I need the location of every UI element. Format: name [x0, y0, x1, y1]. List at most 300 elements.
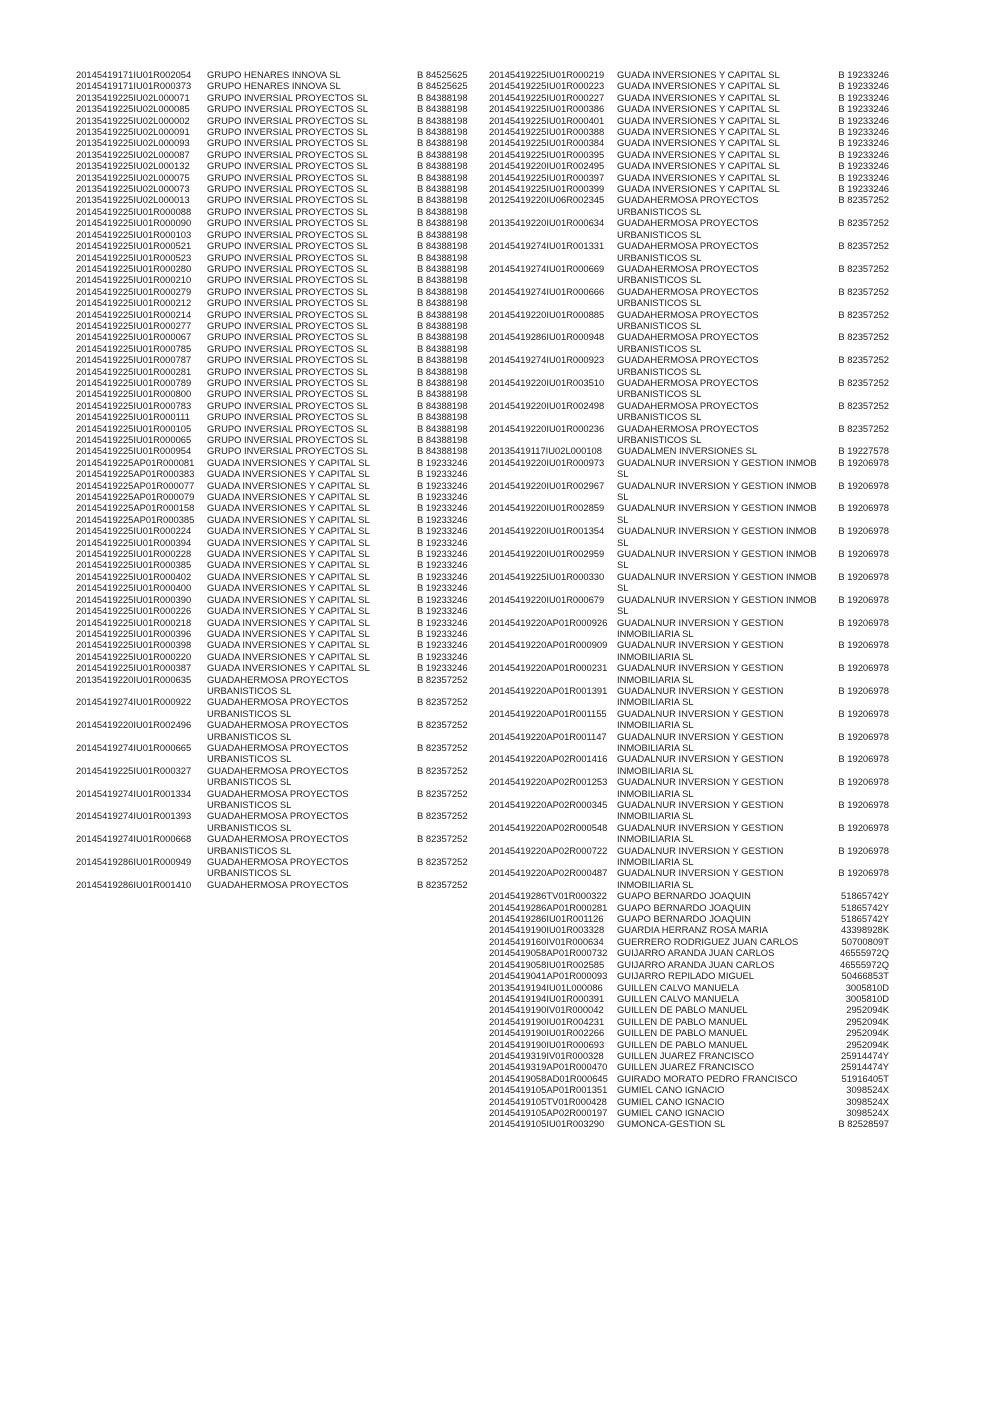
record-name: GUADAHERMOSA PROYECTOS URBANISTICOS SL — [617, 194, 759, 217]
record-reference: 20145419190IU01R004231 — [489, 1015, 605, 1027]
record-name: GUADALNUR INVERSION Y GESTION INMOB SL — [617, 456, 817, 480]
right-record-row — [489, 160, 889, 171]
record-reference: 20145419171IU01R000373 — [76, 80, 192, 92]
record-reference: 20145419220IU01R000679 — [489, 593, 605, 605]
left-record-row — [76, 525, 476, 536]
record-name: GUADA INVERSIONES Y CAPITAL SL — [207, 559, 370, 571]
left-record-row — [76, 309, 476, 320]
record-tax-id: B 84388198 — [417, 148, 468, 160]
record-reference: 20145419171IU01R002054 — [76, 69, 192, 80]
record-tax-id: B 82357252 — [838, 422, 889, 434]
right-record-row — [489, 217, 889, 240]
left-record-row — [76, 183, 476, 194]
record-reference: 20145419225AP01R000385 — [76, 513, 195, 525]
record-reference: 20145419220AP01R001147 — [489, 730, 607, 742]
record-reference: 20145419220AP02R000345 — [489, 799, 608, 810]
record-reference: 20145419225IU01R000800 — [76, 388, 192, 400]
record-tax-id: B 19233246 — [417, 593, 468, 605]
record-reference: 20145419274IU01R000665 — [76, 741, 192, 753]
record-name: GUIRADO MORATO PEDRO FRANCISCO — [617, 1072, 798, 1084]
record-tax-id: B 19233246 — [417, 456, 468, 468]
record-tax-id: B 82357252 — [417, 764, 468, 776]
left-record-row — [76, 411, 476, 422]
record-reference: 20145419220AP02R000722 — [489, 844, 608, 856]
left-record-row — [76, 194, 476, 205]
right-record-row — [489, 753, 889, 776]
record-reference: 20145419274IU01R000923 — [489, 354, 605, 366]
record-tax-id: B 84525625 — [417, 69, 468, 80]
record-reference: 20145419225IU01R000385 — [76, 559, 192, 571]
right-record-row — [489, 913, 889, 924]
left-record-row — [76, 559, 476, 570]
record-tax-id: B 84388198 — [417, 251, 468, 263]
record-name: GUILLEN CALVO MANUELA — [617, 992, 739, 1004]
record-reference: 20145419220AP01R000926 — [489, 616, 608, 628]
record-tax-id: 51865742Y — [841, 890, 889, 902]
right-record-row — [489, 480, 889, 503]
record-tax-id: 2952094K — [846, 1038, 889, 1050]
record-name: GUADALMEN INVERSIONES SL — [617, 445, 758, 457]
left-record-row — [76, 343, 476, 354]
record-tax-id: B 82357252 — [838, 308, 889, 320]
left-record-row — [76, 286, 476, 297]
record-name: GRUPO INVERSIAL PROYECTOS SL — [207, 194, 368, 206]
record-name: GRUPO INVERSIAL PROYECTOS SL — [207, 399, 368, 411]
record-reference: 20125419220IU06R002345 — [489, 194, 605, 206]
record-name: GRUPO INVERSIAL PROYECTOS SL — [207, 342, 368, 354]
right-record-row — [489, 594, 889, 617]
right-record-row — [489, 822, 889, 845]
record-tax-id: B 84388198 — [417, 194, 468, 206]
right-record-row — [489, 982, 889, 993]
record-name: GUAPO BERNARDO JOAQUIN — [617, 913, 751, 925]
record-tax-id: B 82357252 — [417, 741, 468, 753]
record-tax-id: B 84388198 — [417, 183, 468, 195]
record-name: GRUPO INVERSIAL PROYECTOS SL — [207, 297, 368, 309]
record-tax-id: B 19206978 — [838, 776, 889, 788]
record-tax-id: B 84388198 — [417, 228, 468, 240]
record-tax-id: B 82357252 — [417, 696, 468, 708]
right-record-row — [489, 1084, 889, 1095]
record-name: GUADA INVERSIONES Y CAPITAL SL — [617, 137, 780, 149]
record-reference: 20135419225IU02L000085 — [76, 103, 190, 115]
record-tax-id: B 82357252 — [417, 856, 468, 868]
record-tax-id: 25914474Y — [841, 1049, 889, 1061]
record-reference: 20145419225IU01R000228 — [76, 548, 192, 560]
record-name: GUADAHERMOSA PROYECTOS URBANISTICOS SL — [207, 787, 349, 810]
left-record-row — [76, 537, 476, 548]
record-name: GUADALNUR INVERSION Y GESTION INMOBILIARIA SL — [617, 616, 784, 639]
record-reference: 20145419225IU01R000396 — [76, 627, 192, 639]
record-name: GUADA INVERSIONES Y CAPITAL SL — [617, 69, 780, 80]
record-name: GRUPO INVERSIAL PROYECTOS SL — [207, 171, 368, 183]
left-record-row — [76, 252, 476, 263]
record-name: GUMIEL CANO IGNACIO — [617, 1095, 725, 1107]
record-reference: 20135419225IU02L000073 — [76, 183, 190, 195]
record-name: GUADA INVERSIONES Y CAPITAL SL — [617, 148, 780, 160]
record-reference: 20145419225IU01R000105 — [76, 422, 192, 434]
record-name: GRUPO INVERSIAL PROYECTOS SL — [207, 240, 368, 252]
right-record-row — [489, 662, 889, 685]
record-name: GUADA INVERSIONES Y CAPITAL SL — [207, 548, 370, 560]
record-name: GUADA INVERSIONES Y CAPITAL SL — [207, 650, 370, 662]
record-name: GRUPO INVERSIAL PROYECTOS SL — [207, 411, 368, 423]
record-tax-id: 3005810D — [845, 981, 889, 993]
record-tax-id: B 19227578 — [838, 445, 889, 457]
right-record-row — [489, 331, 889, 354]
record-tax-id: B 84388198 — [417, 217, 468, 229]
left-record-row — [76, 366, 476, 377]
right-record-row — [489, 172, 889, 183]
record-reference: 20145419058IU01R002585 — [489, 958, 605, 970]
record-reference: 20145419220IU01R002498 — [489, 399, 605, 411]
right-record-row — [489, 149, 889, 160]
right-record-row — [489, 502, 889, 525]
left-record-row — [76, 605, 476, 616]
record-name: GRUPO INVERSIAL PROYECTOS SL — [207, 205, 368, 217]
record-tax-id: B 19233246 — [838, 80, 889, 92]
record-tax-id: B 82528597 — [838, 1118, 889, 1130]
record-name: GUADALNUR INVERSION Y GESTION INMOBILIARIA SL — [617, 776, 784, 799]
record-tax-id: B 19233246 — [838, 137, 889, 149]
record-tax-id: B 19233246 — [417, 559, 468, 571]
record-reference: 20145419225IU01R000397 — [489, 171, 605, 183]
left-column — [76, 69, 476, 890]
record-tax-id: B 19206978 — [838, 799, 889, 810]
record-reference: 20145419225IU01R000065 — [76, 434, 192, 445]
right-record-row — [489, 902, 889, 913]
record-name: GUADALNUR INVERSION Y GESTION INMOBILIARIA SL — [617, 844, 784, 868]
left-record-row — [76, 651, 476, 662]
record-tax-id: B 84388198 — [417, 422, 468, 434]
left-record-row — [76, 468, 476, 479]
record-tax-id: B 84388198 — [417, 103, 468, 115]
right-record-row — [489, 685, 889, 708]
record-tax-id: B 84388198 — [417, 308, 468, 320]
record-reference: 20145419225IU01R000330 — [489, 570, 605, 582]
record-name: GUMONCA-GESTION SL — [617, 1118, 726, 1130]
record-reference: 20135419194IU01L000086 — [489, 981, 603, 993]
record-tax-id: B 19206978 — [838, 616, 889, 628]
left-record-row — [76, 719, 476, 742]
left-record-row — [76, 788, 476, 811]
record-tax-id: 51916405T — [841, 1072, 889, 1084]
left-record-row — [76, 662, 476, 673]
record-tax-id: B 19233246 — [417, 605, 468, 617]
record-name: GRUPO INVERSIAL PROYECTOS SL — [207, 365, 368, 377]
record-name: GRUPO INVERSIAL PROYECTOS SL — [207, 422, 368, 434]
record-tax-id: B 19233246 — [838, 160, 889, 172]
record-tax-id: B 84388198 — [417, 114, 468, 126]
record-reference: 20145419286TV01R000322 — [489, 890, 607, 902]
record-tax-id: B 84388198 — [417, 434, 468, 445]
record-reference: 20145419225IU01R000281 — [76, 365, 192, 377]
record-name: GUADA INVERSIONES Y CAPITAL SL — [617, 91, 780, 103]
record-reference: 20145419225IU01R000785 — [76, 342, 192, 354]
record-tax-id: B 84388198 — [417, 262, 468, 274]
record-tax-id: B 19233246 — [417, 662, 468, 674]
record-reference: 20145419225IU01R000277 — [76, 319, 192, 331]
right-record-row — [489, 1004, 889, 1015]
record-tax-id: B 19233246 — [417, 468, 468, 480]
right-record-row — [489, 639, 889, 662]
record-reference: 20145419105TV01R000428 — [489, 1095, 607, 1107]
record-name: GUADALNUR INVERSION Y GESTION INMOBILIARIA SL — [617, 662, 784, 685]
record-name: GUADA INVERSIONES Y CAPITAL SL — [207, 627, 370, 639]
record-tax-id: B 19233246 — [417, 513, 468, 525]
record-reference: 20145419105AP02R000197 — [489, 1106, 608, 1118]
left-record-row — [76, 639, 476, 650]
right-record-row — [489, 617, 889, 640]
record-reference: 20145419225AP01R000158 — [76, 502, 195, 514]
record-tax-id: B 19206978 — [838, 684, 889, 696]
record-tax-id: 3098524X — [846, 1106, 889, 1118]
record-name: GUAPO BERNARDO JOAQUIN — [617, 901, 751, 913]
record-reference: 20145419220IU01R002959 — [489, 548, 605, 560]
record-reference: 20135419220IU01R000634 — [489, 217, 605, 229]
left-record-row — [76, 594, 476, 605]
record-reference: 20145419225IU01R000387 — [76, 662, 192, 674]
left-record-row — [76, 582, 476, 593]
record-tax-id: B 19206978 — [838, 821, 889, 833]
right-record-row — [489, 731, 889, 754]
record-name: GUADALNUR INVERSION Y GESTION INMOB SL — [617, 502, 817, 525]
record-name: GUADA INVERSIONES Y CAPITAL SL — [617, 160, 780, 172]
record-name: GRUPO INVERSIAL PROYECTOS SL — [207, 331, 368, 343]
record-tax-id: B 82357252 — [838, 262, 889, 274]
record-name: GRUPO INVERSIAL PROYECTOS SL — [207, 114, 368, 126]
record-name: GUADA INVERSIONES Y CAPITAL SL — [207, 491, 370, 503]
left-record-row — [76, 229, 476, 240]
record-reference: 20145419319AP01R000470 — [489, 1061, 608, 1073]
record-reference: 20145419225IU01R000399 — [489, 183, 605, 195]
record-reference: 20135419220IU01R000635 — [76, 673, 192, 685]
record-tax-id: 2952094K — [846, 1027, 889, 1039]
record-name: GUADA INVERSIONES Y CAPITAL SL — [207, 456, 370, 468]
record-name: GUADALNUR INVERSION Y GESTION INMOBILIARIA SL — [617, 753, 784, 776]
record-reference: 20145419220IU01R001354 — [489, 525, 605, 537]
record-tax-id: B 84388198 — [417, 205, 468, 217]
left-record-row — [76, 240, 476, 251]
record-tax-id: B 19206978 — [838, 662, 889, 674]
record-name: GUADAHERMOSA PROYECTOS URBANISTICOS SL — [617, 217, 759, 240]
record-reference: 20145419190IU01R000693 — [489, 1038, 605, 1050]
record-name: GUADA INVERSIONES Y CAPITAL SL — [207, 605, 370, 617]
record-reference: 20145419041AP01R000093 — [489, 970, 608, 982]
left-record-row — [76, 617, 476, 628]
right-record-row — [489, 924, 889, 935]
left-record-row — [76, 833, 476, 856]
left-record-row — [76, 400, 476, 411]
right-record-row — [489, 263, 889, 286]
record-tax-id: B 84388198 — [417, 342, 468, 354]
right-record-row — [489, 776, 889, 799]
left-record-row — [76, 115, 476, 126]
record-reference: 20135419225IU02L000091 — [76, 126, 190, 138]
record-reference: 20135419225IU02L000071 — [76, 91, 190, 103]
right-record-row — [489, 799, 889, 822]
record-name: GUADA INVERSIONES Y CAPITAL SL — [207, 639, 370, 651]
record-reference: 20145419225AP01R000077 — [76, 479, 195, 491]
record-name: GRUPO INVERSIAL PROYECTOS SL — [207, 137, 368, 149]
record-tax-id: B 84388198 — [417, 240, 468, 252]
record-name: GUADA INVERSIONES Y CAPITAL SL — [207, 582, 370, 594]
record-name: GUILLEN CALVO MANUELA — [617, 981, 739, 993]
record-reference: 20145419225IU01R000214 — [76, 308, 192, 320]
record-reference: 20145419225IU01R000783 — [76, 399, 192, 411]
record-name: GUIJARRO ARANDA JUAN CARLOS — [617, 958, 775, 970]
record-name: GUADAHERMOSA PROYECTOS URBANISTICOS SL — [617, 240, 759, 263]
right-record-row — [489, 936, 889, 947]
record-tax-id: B 84388198 — [417, 388, 468, 400]
record-reference: 20145419225IU01R000218 — [76, 616, 192, 628]
record-name: GRUPO INVERSIAL PROYECTOS SL — [207, 91, 368, 103]
record-tax-id: B 19233246 — [838, 148, 889, 160]
left-record-row — [76, 457, 476, 468]
record-name: GRUPO INVERSIAL PROYECTOS SL — [207, 251, 368, 263]
record-tax-id: B 82357252 — [838, 194, 889, 206]
record-tax-id: B 19233246 — [417, 582, 468, 594]
record-tax-id: B 82357252 — [838, 285, 889, 297]
record-name: GUADALNUR INVERSION Y GESTION INMOBILIARIA SL — [617, 821, 784, 845]
record-tax-id: B 19206978 — [838, 707, 889, 719]
record-reference: 20145419220AP01R000909 — [489, 639, 608, 651]
left-record-row — [76, 674, 476, 697]
left-record-row — [76, 548, 476, 559]
right-record-row — [489, 959, 889, 970]
record-name: GUIJARRO REPILADO MIGUEL — [617, 970, 755, 982]
right-record-row — [489, 548, 889, 571]
left-record-row — [76, 765, 476, 788]
record-name: GUADAHERMOSA PROYECTOS URBANISTICOS SL — [207, 673, 349, 696]
record-name: GUADAHERMOSA PROYECTOS URBANISTICOS SL — [207, 764, 349, 788]
record-name: GUADALNUR INVERSION Y GESTION INMOB SL — [617, 548, 817, 571]
record-tax-id: B 19233246 — [417, 639, 468, 651]
record-tax-id: B 84388198 — [417, 126, 468, 138]
record-tax-id: B 19206978 — [838, 456, 889, 468]
right-record-row — [489, 571, 889, 594]
right-record-row — [489, 115, 889, 126]
record-tax-id: B 19233246 — [417, 627, 468, 639]
record-name: GUADAHERMOSA PROYECTOS URBANISTICOS SL — [617, 308, 759, 331]
record-tax-id: B 84525625 — [417, 80, 468, 92]
record-tax-id: B 82357252 — [838, 354, 889, 366]
record-reference: 20145419190IU01R002266 — [489, 1027, 605, 1039]
record-tax-id: B 19233246 — [417, 616, 468, 628]
record-tax-id: B 82357252 — [417, 673, 468, 685]
record-reference: 20145419225IU01R000401 — [489, 114, 605, 126]
record-name: GRUPO INVERSIAL PROYECTOS SL — [207, 434, 368, 445]
record-reference: 20145419225IU01R000523 — [76, 251, 192, 263]
record-name: GRUPO INVERSIAL PROYECTOS SL — [207, 274, 368, 286]
record-name: GUADAHERMOSA PROYECTOS URBANISTICOS SL — [617, 262, 759, 286]
left-record-row — [76, 388, 476, 399]
right-record-row — [489, 993, 889, 1004]
right-record-row — [489, 400, 889, 423]
record-reference: 20145419220IU01R002496 — [76, 719, 192, 731]
record-tax-id: B 19233246 — [417, 502, 468, 514]
record-tax-id: B 82357252 — [417, 787, 468, 799]
record-reference: 20145419225IU01R000787 — [76, 354, 192, 366]
record-tax-id: B 84388198 — [417, 274, 468, 286]
record-tax-id: B 19233246 — [838, 126, 889, 138]
record-name: GUILLEN DE PABLO MANUEL — [617, 1015, 748, 1027]
record-reference: 20145419220AP01R000231 — [489, 662, 608, 674]
right-record-row — [489, 137, 889, 148]
record-reference: 20145419274IU01R001331 — [489, 240, 605, 252]
record-name: GRUPO INVERSIAL PROYECTOS SL — [207, 445, 368, 457]
record-name: GUILLEN JUAREZ FRANCISCO — [617, 1061, 754, 1073]
record-reference: 20145419225IU01R000386 — [489, 103, 605, 115]
record-name: GUADALNUR INVERSION Y GESTION INMOBILIARIA SL — [617, 867, 784, 890]
record-reference: 20145419225AP01R000079 — [76, 491, 195, 503]
record-reference: 20145419225IU01R000280 — [76, 262, 192, 274]
record-tax-id: 2952094K — [846, 1015, 889, 1027]
record-tax-id: B 82357252 — [838, 217, 889, 229]
record-tax-id: B 19206978 — [838, 548, 889, 560]
record-name: GUADAHERMOSA PROYECTOS URBANISTICOS SL — [617, 422, 759, 445]
right-record-row — [489, 103, 889, 114]
record-tax-id: B 84388198 — [417, 160, 468, 172]
record-tax-id: B 19233246 — [417, 525, 468, 537]
record-tax-id: B 84388198 — [417, 445, 468, 457]
record-name: GUADALNUR INVERSION Y GESTION INMOB SL — [617, 593, 817, 617]
record-tax-id: B 82357252 — [417, 878, 468, 890]
record-reference: 20145419220AP02R000548 — [489, 821, 608, 833]
left-record-row — [76, 879, 476, 890]
record-tax-id: B 82357252 — [838, 399, 889, 411]
right-record-row — [489, 1039, 889, 1050]
record-name: GUADA INVERSIONES Y CAPITAL SL — [207, 513, 370, 525]
left-record-row — [76, 206, 476, 217]
record-name: GUADA INVERSIONES Y CAPITAL SL — [617, 183, 780, 195]
right-record-row — [489, 309, 889, 332]
left-record-row — [76, 696, 476, 719]
record-name: GUADA INVERSIONES Y CAPITAL SL — [207, 570, 370, 582]
left-record-row — [76, 103, 476, 114]
left-record-row — [76, 491, 476, 502]
record-reference: 20145419220AP02R000487 — [489, 867, 608, 879]
right-record-row — [489, 1096, 889, 1107]
record-name: GUADA INVERSIONES Y CAPITAL SL — [617, 103, 780, 115]
record-reference: 20145419274IU01R001393 — [76, 810, 192, 822]
record-reference: 20145419220IU01R000236 — [489, 422, 605, 434]
record-name: GRUPO HENARES INNOVA SL — [207, 80, 341, 92]
record-reference: 20145419225IU01R000402 — [76, 570, 192, 582]
record-tax-id: B 19233246 — [417, 650, 468, 662]
record-name: GUADAHERMOSA PROYECTOS URBANISTICOS SL — [207, 741, 349, 765]
record-tax-id: B 19206978 — [838, 753, 889, 765]
record-reference: 20145419225IU01R000088 — [76, 205, 192, 217]
record-reference: 20145419160IV01R000634 — [489, 935, 604, 947]
record-name: GUADA INVERSIONES Y CAPITAL SL — [617, 171, 780, 183]
record-tax-id: B 19206978 — [838, 593, 889, 605]
record-tax-id: B 19206978 — [838, 844, 889, 856]
record-tax-id: B 19206978 — [838, 479, 889, 491]
record-reference: 20145419225IU01R000103 — [76, 228, 192, 240]
record-reference: 20145419225IU01R000224 — [76, 525, 192, 537]
right-record-row — [489, 1061, 889, 1072]
record-reference: 20145419274IU01R000668 — [76, 833, 192, 845]
record-tax-id: 3098524X — [846, 1095, 889, 1107]
record-tax-id: 46555972Q — [839, 958, 889, 970]
record-reference: 20145419225IU01R000067 — [76, 331, 192, 343]
record-tax-id: B 84388198 — [417, 376, 468, 388]
left-record-row — [76, 331, 476, 342]
record-name: GUADAHERMOSA PROYECTOS URBANISTICOS SL — [617, 285, 759, 309]
record-name: GUADA INVERSIONES Y CAPITAL SL — [207, 536, 370, 548]
record-name: GUADA INVERSIONES Y CAPITAL SL — [617, 114, 780, 126]
